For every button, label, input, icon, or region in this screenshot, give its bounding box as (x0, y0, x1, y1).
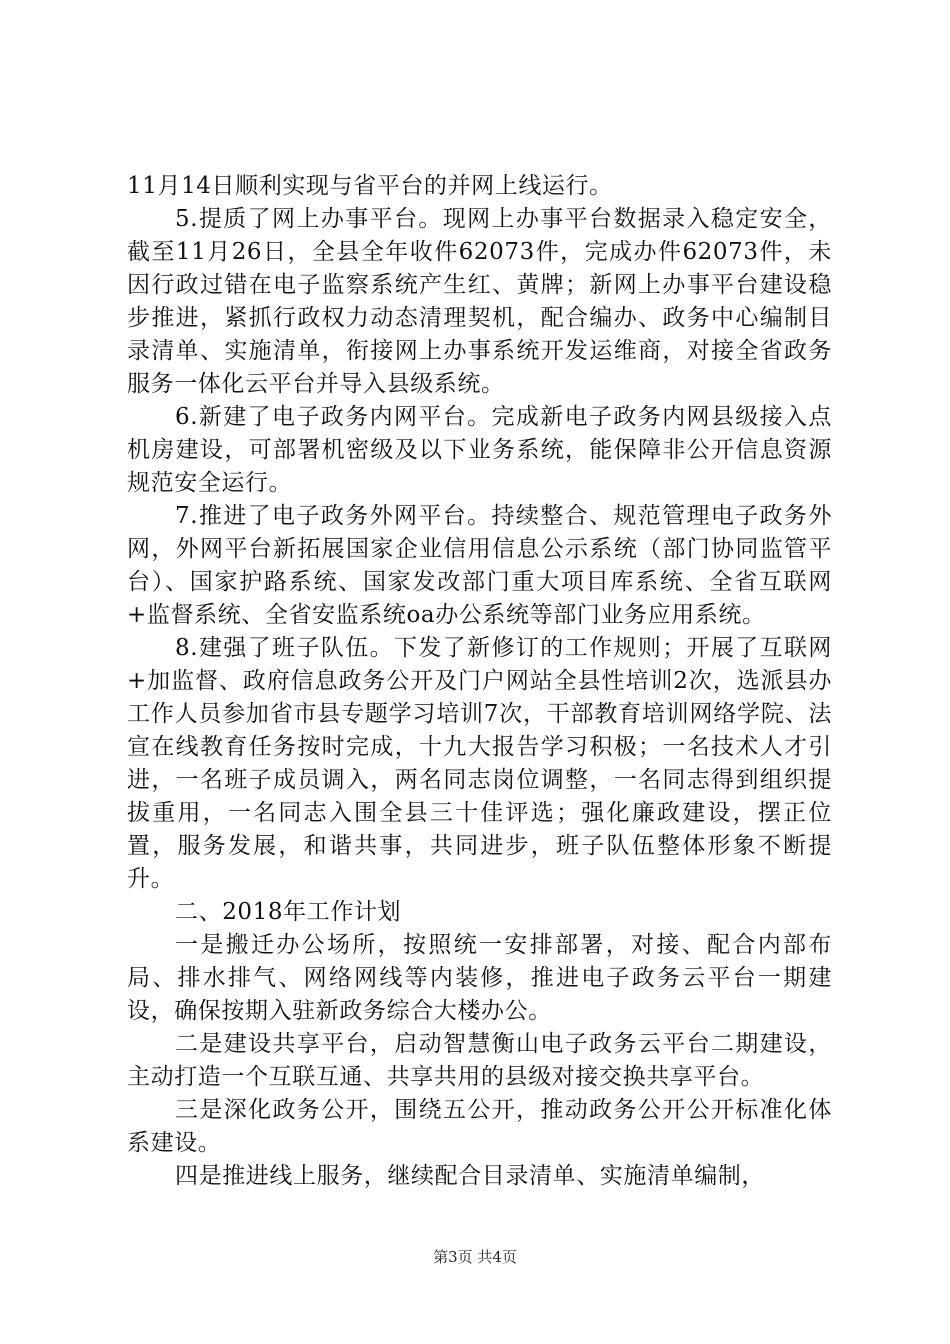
paragraph-plan-4: 四是推进线上服务，继续配合目录清单、实施清单编制， (175, 1163, 765, 1189)
section-heading-2018-plan: 二、2018年工作计划 (175, 899, 402, 925)
document-body (127, 170, 832, 1193)
paragraph-item-7: 7.推进了电子政务外网平台。持续整合、规范管理电子政务外网，外网平台新拓展国家企业信用信息公示系统（部门协同监管平台）、国家护路系统、国家发改部门重大项目库系统、全省互联网+监督系统、全省安监系统oa办公系统等部门业务应用系统。 (127, 503, 832, 628)
paragraph-continuation: 11月14日顺利实现与省平台的并网上线运行。 (127, 173, 613, 199)
paragraph-item-6: 6.新建了电子政务内网平台。完成新电子政务内网县级接入点机房建设，可部署机密级及以下业务系统，能保障非公开信息资源规范安全运行。 (127, 404, 832, 496)
paragraph-plan-3: 三是深化政务公开，围绕五公开，推动政务公开公开标准化体系建设。 (127, 1097, 832, 1156)
page-number-footer: 第3页 共4页 (433, 1248, 517, 1266)
paragraph-plan-1: 一是搬迁办公场所，按照统一安排部署，对接、配合内部布局、排水排气、网络网线等内装修，推进电子政务云平台一期建设，确保按期入驻新政务综合大楼办公。 (127, 932, 832, 1024)
paragraph-plan-2: 二是建设共享平台，启动智慧衡山电子政务云平台二期建设，主动打造一个互联互通、共享共用的县级对接交换共享平台。 (127, 1031, 832, 1090)
paragraph-item-5: 5.提质了网上办事平台。现网上办事平台数据录入稳定安全，截至11月26日，全县全年收件62073件，完成办件62073件，未因行政过错在电子监察系统产生红、黄牌；新网上办事平台建设稳步推进，紧抓行政权力动态清理契机，配合编办、政务中心编制目录清单、实施清单，衔接网上办事系统开发运维商，对接全省政务服务一体化云平台并导入县级系统。 (127, 206, 832, 397)
paragraph-item-8: 8.建强了班子队伍。下发了新修订的工作规则；开展了互联网+加监督、政府信息政务公开及门户网站全县性培训2次，选派县办工作人员参加省市县专题学习培训7次，干部教育培训网络学院、法宣在线教育任务按时完成，十九大报告学习积极；一名技术人才引进，一名班子成员调入，两名同志岗位调整，一名同志得到组织提拔重用，一名同志入围全县三十佳评选；强化廉政建设，摆正位置，服务发展，和谐共事，共同进步，班子队伍整体形象不断提升。 (127, 635, 832, 892)
